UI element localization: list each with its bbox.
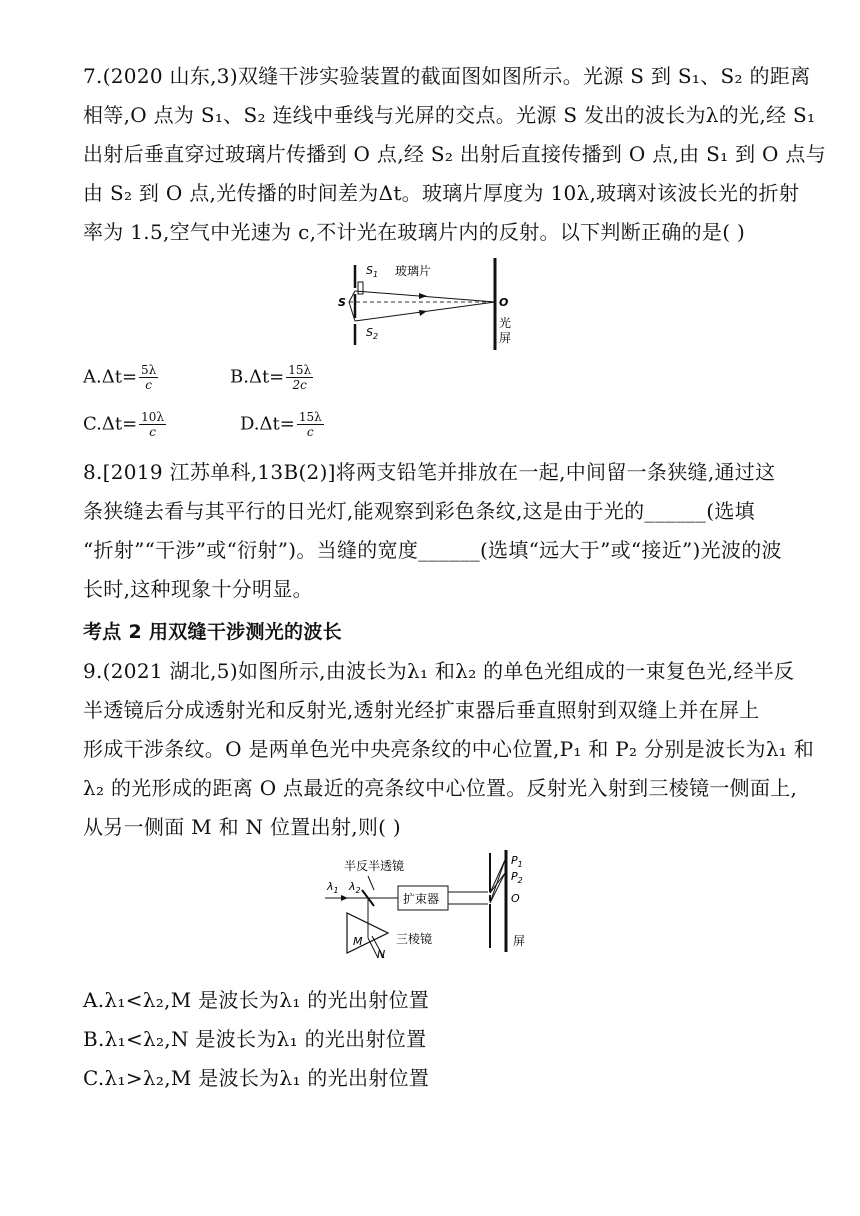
option-c-fraction — [139, 410, 166, 439]
label-prism: 三棱镜 — [396, 932, 433, 946]
label-s: S — [338, 296, 346, 309]
option-b-fraction — [286, 363, 313, 392]
label-p2: $P_2$ — [511, 870, 523, 885]
label-half-mirror: 半反半透镜 — [344, 859, 405, 873]
q7-line-5: 率为 1.5,空气中光速为 c,不计光在玻璃片内的反射。以下判断正确的是( ) — [83, 220, 746, 244]
q9-line-1: 9.(2021 湖北,5)如图所示,由波长为λ₁ 和λ₂ 的单色光组成的一束复色光,经半反 — [83, 659, 795, 683]
q8-line-2: 条狭缝去看与其平行的日光灯,能观察到彩色条纹,这是由于光的______(选填 — [83, 499, 755, 523]
q9-option-a[interactable]: A.λ₁<λ₂,M 是波长为λ₁ 的光出射位置 — [83, 988, 430, 1012]
option-d-fraction — [297, 410, 324, 439]
section-heading: 考点 2 用双缝干涉测光的波长 — [83, 621, 342, 643]
option-b-numerator: 15λ — [288, 363, 312, 377]
q7-line-2: 相等,O 点为 S₁、S₂ 连线中垂线与光屏的交点。光源 S 发出的波长为λ的光,经 S₁ — [83, 103, 816, 127]
q9-line-2: 半透镜后分成透射光和反射光,透射光经扩束器后垂直照射到双缝上并在屏上 — [83, 698, 760, 722]
option-c-denominator: c — [149, 425, 156, 439]
q7-line-1: 7.(2020 山东,3)双缝干涉实验装置的截面图如图所示。光源 S 到 S₁、S₂ 的距离 — [83, 64, 811, 88]
label-screen-2: 屏 — [499, 331, 512, 345]
label-glass: 玻璃片 — [395, 264, 432, 278]
option-a-numerator: 5λ — [141, 363, 157, 377]
q8-line-1: 8.[2019 江苏单科,13B(2)]将两支铅笔并排放在一起,中间留一条狭缝,通过这 — [83, 460, 776, 484]
label-s1: $S_1$ — [366, 264, 379, 279]
q7-option-d[interactable] — [240, 410, 324, 439]
label-lambda2: $\lambda_2$ — [349, 880, 361, 895]
label-p1: $P_1$ — [511, 854, 523, 869]
option-a-denominator: c — [145, 378, 153, 392]
label-n: N — [377, 948, 386, 961]
q8-line-3: “折射”“干涉”或“衍射”)。当缝的宽度______(选填“远大于”或“接近”)光波的波 — [83, 538, 782, 562]
option-b-prefix: B.Δt= — [230, 366, 285, 388]
label-lambda1: $\lambda_1$ — [327, 880, 339, 895]
mirror-leader — [368, 876, 374, 890]
q9-option-c[interactable]: C.λ₁>λ₂,M 是波长为λ₁ 的光出射位置 — [83, 1066, 430, 1090]
q9-line-3: 形成干涉条纹。O 是两单色光中央亮条纹的中心位置,P₁ 和 P₂ 分别是波长为λ₁ 和 — [83, 737, 815, 761]
incoming-arrow — [341, 895, 348, 901]
option-d-denominator: c — [306, 425, 314, 439]
q7-line-4: 由 S₂ 到 O 点,光传播的时间差为Δt。玻璃片厚度为 10λ,玻璃对该波长光的折射 — [83, 181, 800, 205]
label-m: M — [353, 935, 363, 948]
q8-line-4: 长时,这种现象十分明显。 — [83, 577, 313, 601]
q7-option-b[interactable] — [230, 363, 313, 392]
option-b-denominator: 2c — [292, 378, 307, 392]
ray-arrow-upper — [419, 293, 427, 299]
q7-option-c[interactable] — [83, 410, 166, 439]
label-screen-1: 光 — [499, 316, 512, 330]
ray-to-p1-b — [490, 860, 505, 903]
option-a-prefix: A.Δt= — [83, 366, 138, 388]
label-o: O — [499, 296, 509, 309]
option-d-numerator: 15λ — [298, 410, 322, 424]
double-slit-figure — [335, 255, 535, 355]
ray-arrow-lower — [419, 310, 427, 316]
q9-option-b[interactable]: B.λ₁<λ₂,N 是波长为λ₁ 的光出射位置 — [83, 1027, 427, 1051]
glass-plate — [358, 282, 363, 294]
q9-line-4: λ₂ 的光形成的距离 O 点最近的亮条纹中心位置。反射光入射到三棱镜一侧面上, — [83, 776, 798, 800]
option-a-fraction — [139, 363, 158, 392]
label-expander: 扩束器 — [403, 892, 440, 906]
label-o-screen: O — [511, 892, 520, 905]
label-screen: 屏 — [513, 934, 526, 948]
option-c-numerator: 10λ — [141, 410, 165, 424]
option-c-prefix: C.Δt= — [83, 413, 138, 435]
q7-option-a[interactable] — [83, 363, 158, 392]
label-s2: $S_2$ — [366, 326, 379, 341]
q7-line-3: 出射后垂直穿过玻璃片传播到 O 点,经 S₂ 出射后直接传播到 O 点,由 S₁ 到 O 点与 — [83, 142, 827, 166]
q9-line-5: 从另一侧面 M 和 N 位置出射,则( ) — [83, 815, 402, 839]
option-d-prefix: D.Δt= — [240, 413, 295, 435]
interference-apparatus-figure — [320, 848, 535, 976]
